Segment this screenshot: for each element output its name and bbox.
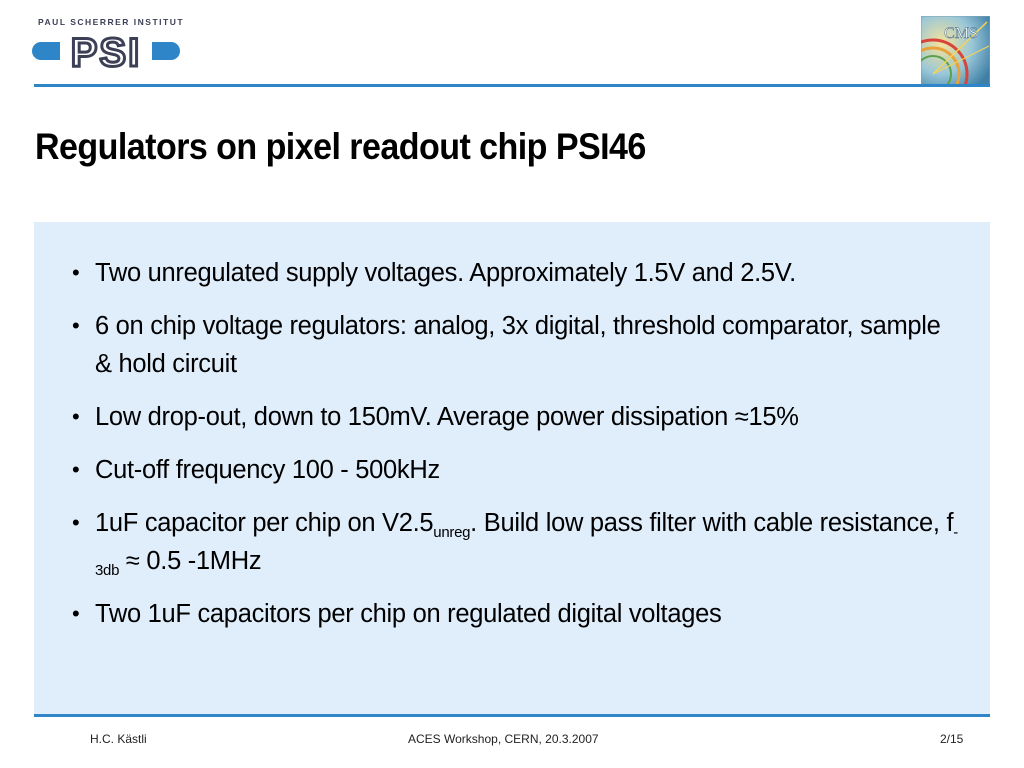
footer-event: ACES Workshop, CERN, 20.3.2007 — [408, 732, 599, 746]
footer-divider — [34, 714, 990, 717]
bullet-list — [72, 254, 962, 648]
bullet-item — [72, 451, 962, 489]
bullet-text: Low drop-out, down to 150mV. Average power dissipation ≈15% — [95, 403, 799, 431]
bullet-text: 6 on chip voltage regulators: analog, 3x digital, threshold comparator, sample & hold circuit — [95, 312, 941, 378]
content-box — [34, 222, 990, 714]
psi-logo — [30, 14, 185, 74]
slide-title: Regulators on pixel readout chip PSI46 — [35, 126, 646, 167]
logo-caption: PAUL SCHERRER INSTITUT — [38, 17, 185, 27]
bullet-text: Cut-off frequency 100 - 500kHz — [95, 456, 440, 484]
bullet-item — [72, 254, 962, 292]
cms-logo — [921, 16, 990, 85]
bullet-item — [72, 307, 962, 383]
footer-author: H.C. Kästli — [90, 732, 147, 746]
bullet-marker: • — [72, 260, 80, 285]
bullet-item — [72, 398, 962, 436]
page-number: 2/15 — [940, 732, 964, 746]
cms-logo-text: CMS — [944, 25, 978, 42]
logo-text: PSI — [70, 31, 142, 74]
bullet-item — [72, 595, 962, 633]
bullet-text: Two 1uF capacitors per chip on regulated digital voltages — [95, 600, 722, 628]
bullet-text — [95, 509, 958, 579]
bullet-text-part: . Build low pass filter with cable resistance, f — [470, 509, 954, 537]
bullet-marker: • — [72, 404, 80, 429]
bullet-marker: • — [72, 510, 80, 535]
bullet-text: Two unregulated supply voltages. Approximately 1.5V and 2.5V. — [95, 259, 796, 287]
subscript-unreg: unreg — [433, 524, 471, 541]
bullet-marker: • — [72, 313, 80, 338]
bullet-text-part: ≈ 0.5 -1MHz — [119, 547, 262, 575]
psi-logo-graphic — [30, 28, 182, 74]
bullet-marker: • — [72, 457, 80, 482]
bullet-marker: • — [72, 601, 80, 626]
bullet-item — [72, 504, 962, 580]
subscript-3db: -3db — [95, 524, 958, 579]
header-divider — [34, 84, 990, 87]
bullet-text-part: 1uF capacitor per chip on V2.5 — [95, 509, 434, 537]
